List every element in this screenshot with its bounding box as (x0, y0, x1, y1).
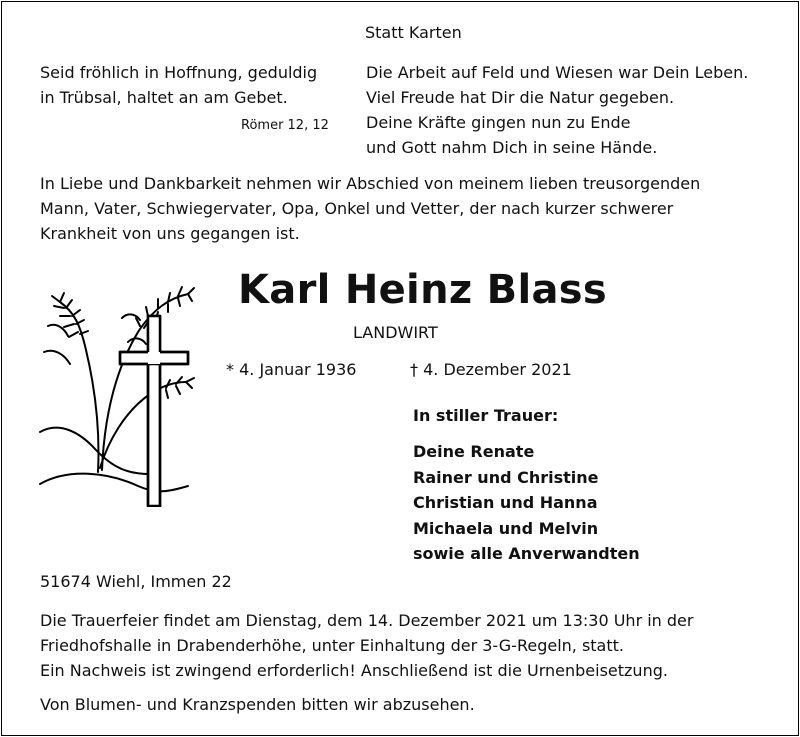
poem-line: Die Arbeit auf Feld und Wiesen war Dein Leben. (366, 63, 749, 82)
intro-paragraph (40, 171, 700, 246)
mourner-name: Rainer und Christine (413, 467, 599, 487)
mourner-name: sowie alle Anverwandten (413, 544, 640, 563)
family-address: 51674 Wiehl, Immen 22 (40, 572, 232, 591)
closing-note: Von Blumen- und Kranzspenden bitten wir abzusehen. (40, 695, 475, 714)
mourners-list (413, 439, 640, 567)
bible-verse-line: in Trübsal, haltet an am Gebet. (40, 88, 288, 107)
statt-karten-label: Statt Karten (365, 23, 462, 42)
cross-wheat-icon (38, 272, 203, 507)
bible-verse (40, 60, 317, 110)
bible-verse-line: Seid fröhlich in Hoffnung, geduldig (40, 63, 318, 82)
deceased-name: Karl Heinz Blass (238, 267, 607, 313)
memorial-poem (366, 60, 748, 160)
funeral-line: Friedhofshalle in Drabenderhöhe, unter Einhaltung der 3-G-Regeln, statt. (40, 636, 624, 655)
birth-date: * 4. Januar 1936 (226, 360, 357, 379)
intro-line: In Liebe und Dankbarkeit nehmen wir Abschied von meinem lieben treusorgenden (40, 174, 701, 193)
funeral-line: Die Trauerfeier findet am Dienstag, dem 14. Dezember 2021 um 13:30 Uhr in der (40, 611, 694, 630)
poem-line: und Gott nahm Dich in seine Hände. (366, 138, 658, 157)
death-date: † 4. Dezember 2021 (410, 360, 572, 379)
mourner-name: Michaela und Melvin (413, 518, 599, 538)
funeral-details (40, 608, 693, 683)
deceased-profession: LANDWIRT (353, 323, 438, 342)
mourner-name: Christian und Hanna (413, 493, 598, 512)
intro-line: Krankheit von uns gegangen ist. (40, 224, 300, 243)
mourning-heading: In stiller Trauer: (413, 406, 559, 425)
intro-line: Mann, Vater, Schwiegervater, Opa, Onkel und Vetter, der nach kurzer schwerer (40, 199, 674, 218)
funeral-line: Ein Nachweis ist zwingend erforderlich! Anschließend ist die Urnenbeisetzung. (40, 661, 668, 680)
poem-line: Viel Freude hat Dir die Natur gegeben. (366, 88, 675, 107)
bible-reference: Römer 12, 12 (241, 118, 329, 133)
mourner-name: Deine Renate (413, 442, 535, 461)
poem-line: Deine Kräfte gingen nun zu Ende (366, 113, 631, 132)
